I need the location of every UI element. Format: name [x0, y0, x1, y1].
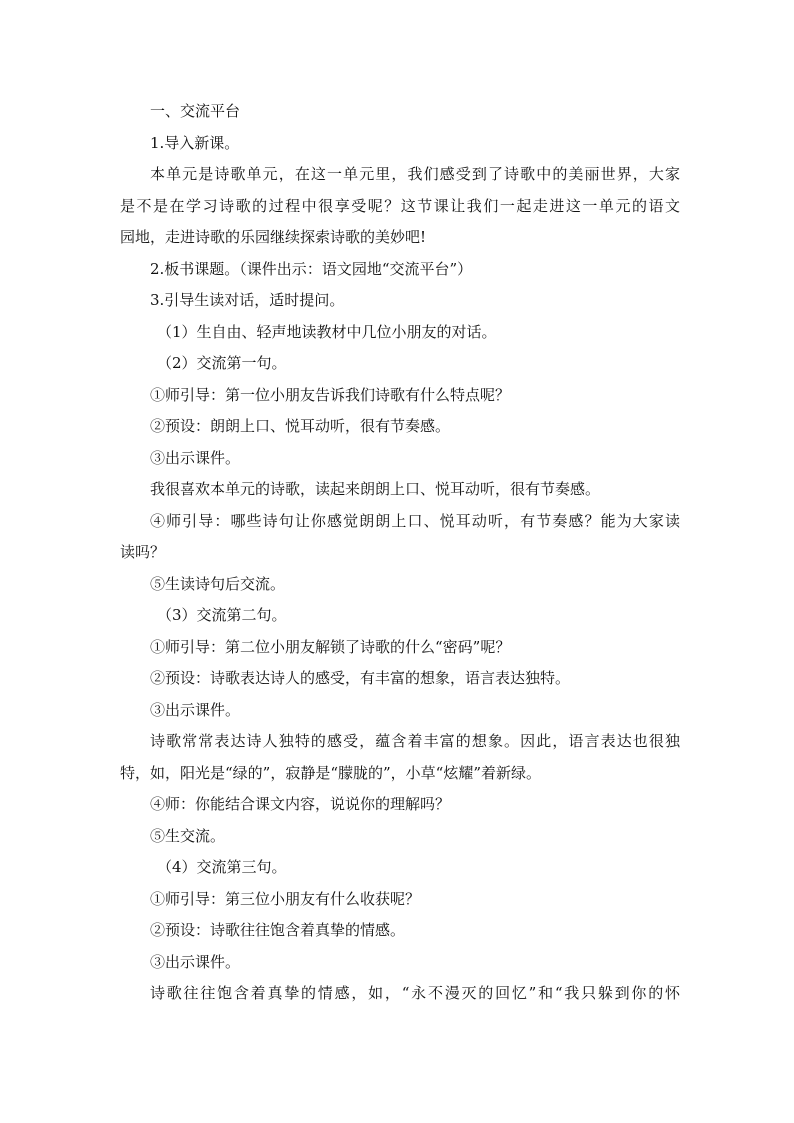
- sub-step: （3）交流第二句。: [157, 606, 287, 624]
- list-item: ①师引导：第一位小朋友告诉我们诗歌有什么特点呢？: [150, 385, 511, 404]
- list-item: ③出示课件。: [150, 448, 241, 467]
- step-heading: 2.板书课题。（课件出示：语文园地“交流平台”）: [150, 259, 473, 278]
- list-item: ④师引导：哪些诗句让你感觉朗朗上口、悦耳动听，有节奏感？能为大家读: [150, 511, 680, 530]
- list-item: ④师：你能结合课文内容，说说你的理解吗？: [150, 795, 451, 813]
- list-item: ②预设：诗歌往往饱含着真挚的情感。: [150, 921, 406, 939]
- paragraph-line: 诗歌常常表达诗人独特的感受，蕴含着丰富的想象。因此，语言表达也很独: [150, 732, 680, 750]
- list-item: ③出示课件。: [150, 952, 241, 971]
- step-heading: 1.导入新课。: [150, 133, 240, 152]
- sub-step: （1）生自由、轻声地读教材中几位小朋友的对话。: [157, 322, 497, 341]
- document-page: [120, 96, 680, 1010]
- sub-step: （2）交流第一句。: [157, 354, 287, 372]
- paragraph-line: 本单元是诗歌单元，在这一单元里，我们感受到了诗歌中的美丽世界，大家: [150, 165, 680, 183]
- paragraph-line: 是不是在学习诗歌的过程中很享受呢？这节课让我们一起走进这一单元的语文: [120, 196, 680, 215]
- list-item: ①师引导：第二位小朋友解锁了诗歌的什么“密码”呢？: [150, 637, 511, 656]
- paragraph-line: 我很喜欢本单元的诗歌，读起来朗朗上口、悦耳动听，很有节奏感。: [150, 480, 601, 498]
- sub-step: （4）交流第三句。: [157, 858, 287, 876]
- step-heading: 3.引导生读对话，适时提问。: [150, 291, 345, 309]
- list-item: ⑤生读诗句后交流。: [150, 574, 286, 593]
- section-heading: 一、交流平台: [150, 102, 241, 120]
- list-item: ②预设：诗歌表达诗人的感受，有丰富的想象，语言表达独特。: [150, 669, 571, 687]
- paragraph-line: 园地，走进诗歌的乐园继续探索诗歌的美妙吧!: [120, 228, 427, 246]
- list-item: ②预设：朗朗上口、悦耳动听，很有节奏感。: [150, 417, 451, 435]
- paragraph-line: 特，如，阳光是“绿的”，寂静是“朦胧的”，小草“炫耀”着新绿。: [120, 763, 542, 782]
- paragraph-line: 诗歌往往饱含着真挚的情感，如，“永不漫灭的回忆”和“我只躲到你的怀: [150, 984, 680, 1002]
- list-item: ⑤生交流。: [150, 826, 226, 845]
- list-item: ③出示课件。: [150, 700, 241, 719]
- paragraph-line: 读吗？: [120, 543, 166, 561]
- list-item: ①师引导：第三位小朋友有什么收获呢？: [150, 889, 421, 908]
